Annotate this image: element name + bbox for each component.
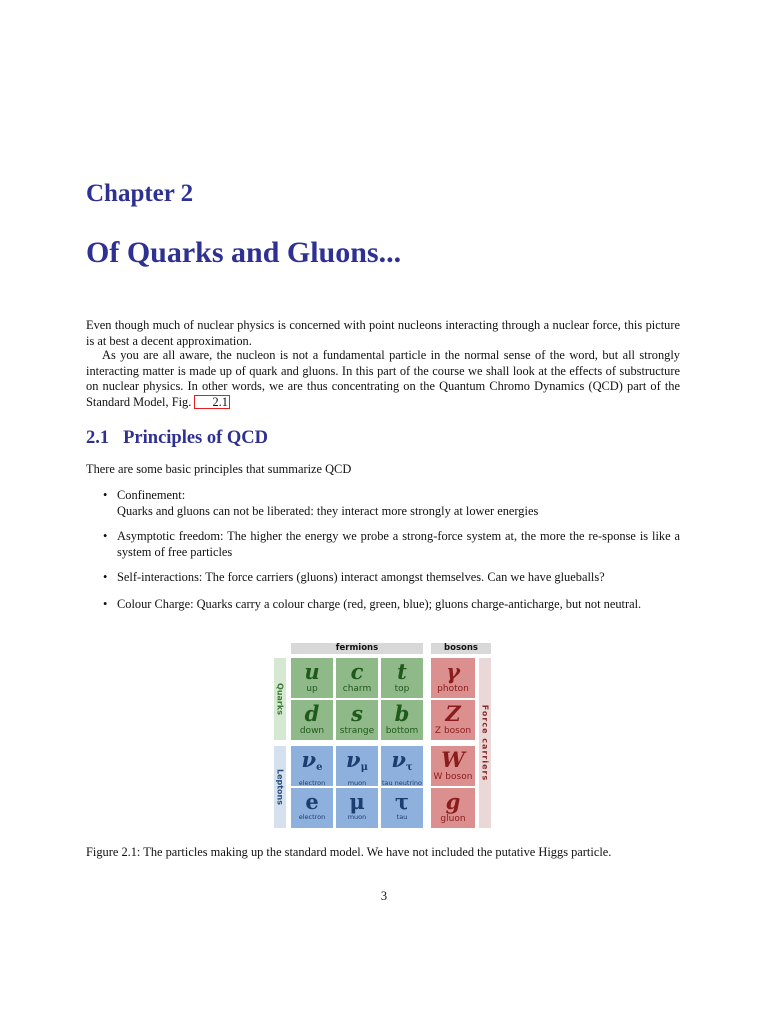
figure-reference-link[interactable]: 2.1 xyxy=(194,395,230,409)
particle-cell-muon xyxy=(336,788,378,828)
page-number: 3 xyxy=(380,889,388,903)
particle-cell-strange xyxy=(336,700,378,740)
chapter-title: Of Quarks and Gluons... xyxy=(86,236,402,269)
particle-cell-up xyxy=(291,658,333,698)
section-title: Principles of QCD xyxy=(123,428,269,448)
chapter-label: Chapter 2 xyxy=(86,180,194,207)
particle-symbol: μ xyxy=(349,789,365,814)
neutrino-subscript: τ xyxy=(405,762,413,773)
particle-name: gluon xyxy=(440,814,466,824)
particle-name: charm xyxy=(342,684,372,694)
particle-cell-photon xyxy=(431,658,475,698)
particle-name: electron xyxy=(298,813,326,821)
particle-name: strange xyxy=(339,726,375,736)
particle-name: bottom xyxy=(385,726,419,736)
particle-symbol: W xyxy=(441,747,465,772)
leptons-label: Leptons xyxy=(275,768,285,806)
particle-name: muon xyxy=(347,813,367,821)
particle-name: photon xyxy=(437,684,469,694)
particle-name: tau xyxy=(396,813,408,821)
particle-name: electron xyxy=(298,779,326,786)
particle-cell-bottom xyxy=(381,700,423,740)
paragraph-text: As you are all aware, the nucleon is not a fundamental particle in the normal sense of the word, but all strongly interacting matter is made up of quark and gluons. In this part of the course we shall look at the effects of substructure on nuclear physics. In other words, we are thus concentrating on the Quantum Chromo Dynamics (QCD) part of the Standard Model, Fig. xyxy=(86,348,680,409)
neutrino-glyph: ν xyxy=(346,747,361,772)
particle-name: W boson xyxy=(433,772,473,782)
bullet-heading: Confinement: xyxy=(117,488,186,502)
bullet-text: Self-interactions: The force carriers (gluons) interact amongst themselves. Can we have glueballs? xyxy=(117,570,605,584)
particle-cell-muon-neutrino xyxy=(336,746,378,786)
particle-name: tau neutrino xyxy=(381,779,423,786)
force-carriers-side-label xyxy=(479,658,491,828)
principles-list xyxy=(103,488,680,612)
particle-name: muon xyxy=(347,779,367,786)
particle-symbol: τ xyxy=(394,789,410,814)
neutrino-subscript: e xyxy=(316,762,323,773)
particle-symbol: b xyxy=(394,701,410,726)
particle-cell-tau-neutrino xyxy=(381,746,423,786)
particle-cell-z-boson xyxy=(431,700,475,740)
bullet-marker: • xyxy=(103,570,108,584)
section-heading xyxy=(86,428,268,449)
particle-symbol: γ xyxy=(446,659,460,684)
list-item-self-interactions xyxy=(103,570,680,586)
standard-model-figure xyxy=(272,643,494,831)
list-item-confinement xyxy=(103,488,680,519)
particle-cell-top xyxy=(381,658,423,698)
particle-symbol xyxy=(381,748,423,780)
particle-name: Z boson xyxy=(434,726,472,736)
paragraph-intro: Even though much of nuclear physics is concerned with point nucleons interacting through a nuclear force, this picture is at best a decent approximation. xyxy=(86,318,680,348)
section-number: 2.1 xyxy=(86,428,110,448)
figure-caption: Figure 2.1: The particles making up the standard model. We have not included the putative Higgs particle. xyxy=(86,845,612,859)
particle-cell-tau xyxy=(381,788,423,828)
particle-symbol: e xyxy=(305,789,319,814)
particle-symbol: t xyxy=(397,659,407,684)
particle-cell-w-boson xyxy=(431,746,475,786)
neutrino-glyph: ν xyxy=(301,747,317,772)
particle-name: top xyxy=(394,684,410,694)
particle-name: up xyxy=(306,684,318,694)
list-item-asymptotic-freedom xyxy=(103,529,680,560)
bullet-marker: • xyxy=(103,529,108,543)
particle-symbol xyxy=(291,748,333,780)
bosons-header: bosons xyxy=(431,643,491,654)
bullet-marker: • xyxy=(103,488,108,502)
particle-cell-down xyxy=(291,700,333,740)
quarks-side-label xyxy=(274,658,286,740)
particle-name: down xyxy=(299,726,325,736)
particle-symbol xyxy=(336,748,378,780)
particle-cell-electron xyxy=(291,788,333,828)
particle-symbol: c xyxy=(350,659,364,684)
list-item-colour-charge xyxy=(103,597,680,613)
bullet-marker: • xyxy=(103,596,108,611)
bullet-text: Quarks and gluons can not be liberated: they interact more strongly at lower energies xyxy=(117,503,539,518)
particle-symbol: s xyxy=(351,701,363,726)
quarks-label: Quarks xyxy=(275,683,285,715)
particle-cell-charm xyxy=(336,658,378,698)
particle-cell-electron-neutrino xyxy=(291,746,333,786)
section-intro: There are some basic principles that summarize QCD xyxy=(86,462,352,476)
neutrino-subscript: μ xyxy=(360,762,368,773)
leptons-side-label xyxy=(274,746,286,828)
bullet-text: Asymptotic freedom: The higher the energy we probe a strong-force system at, the more the re-sponse is like a system of free particles xyxy=(117,529,680,559)
particle-symbol: d xyxy=(304,701,320,726)
particle-symbol: u xyxy=(304,659,320,684)
paragraph-substructure xyxy=(86,348,680,410)
bullet-text: Colour Charge: Quarks carry a colour charge (red, green, blue); gluons charge-anticharge, but not neutral. xyxy=(117,596,642,611)
particle-symbol: Z xyxy=(445,701,461,726)
force-carriers-label: Force carriers xyxy=(480,704,490,782)
particle-cell-gluon xyxy=(431,788,475,828)
fermions-header: fermions xyxy=(291,643,423,654)
neutrino-glyph: ν xyxy=(391,747,406,772)
particle-symbol: g xyxy=(445,789,461,814)
